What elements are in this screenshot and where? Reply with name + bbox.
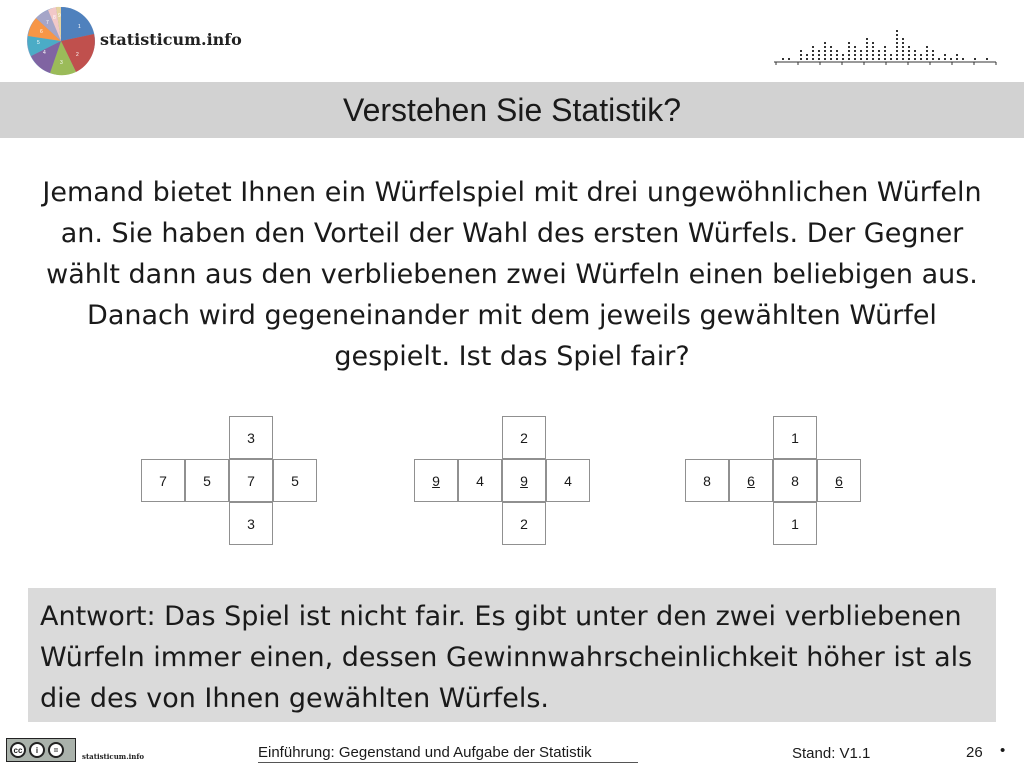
cc-license-badge	[6, 738, 145, 762]
footer-bullet: •	[1000, 742, 1006, 759]
answer-box	[28, 588, 996, 722]
svg-text:5: 5	[37, 40, 40, 46]
die-1-face-row-4: 5	[273, 459, 317, 502]
svg-text:4: 4	[43, 50, 46, 56]
statisticum-logo-pie-icon	[26, 6, 96, 76]
svg-text:2: 2	[76, 52, 79, 58]
die-2-face-top: 2	[502, 416, 546, 459]
cc-label: statisticum.info	[82, 752, 145, 761]
question-text: Jemand bietet Ihnen ein Würfelspiel mit drei ungewöhnlichen Würfeln an. Sie haben den Vorteil der Wahl des ersten Würfels. Der Gegner wählt dann aus den verbliebenen zwei Würfeln einen beliebigen aus. Danach wird gegeneinander mit dem jeweils gewählten Würfel gespielt. Ist das Spiel fair?	[42, 177, 982, 372]
die-3-face-row-1: 8	[685, 459, 729, 502]
die-1-face-row-3: 7	[229, 459, 273, 502]
svg-text:7: 7	[46, 20, 49, 26]
by-icon: i	[29, 742, 45, 758]
nd-icon: =	[48, 742, 64, 758]
answer-text: Antwort: Das Spiel ist nicht fair. Es gibt unter den zwei verbliebenen Würfeln immer einen, dessen Gewinnwahrscheinlichkeit höher ist als die des von Ihnen gewählten Würfels.	[40, 601, 973, 714]
svg-text:1: 1	[78, 24, 81, 30]
slide-title: Verstehen Sie Statistik?	[343, 91, 681, 128]
die-3-face-bottom: 1	[773, 502, 817, 545]
page-number: 26	[966, 744, 983, 761]
footer-divider	[258, 762, 638, 763]
die-3-face-row-2: 6	[729, 459, 773, 502]
dotplot-decoration-icon	[772, 10, 1000, 72]
cc-icon: cc	[10, 742, 26, 758]
title-bar	[0, 82, 1024, 138]
die-2-face-row-4: 4	[546, 459, 590, 502]
svg-text:6: 6	[40, 29, 43, 35]
svg-text:8: 8	[53, 15, 56, 21]
die-1-face-bottom: 3	[229, 502, 273, 545]
logo-text: statisticum.info	[100, 30, 242, 49]
footer-course-title: Einführung: Gegenstand und Aufgabe der Statistik	[258, 744, 592, 761]
svg-text:3: 3	[60, 60, 63, 66]
cc-badge-icon	[6, 738, 76, 762]
die-1-face-row-1: 7	[141, 459, 185, 502]
svg-text:9: 9	[58, 13, 61, 19]
die-1-face-row-2: 5	[185, 459, 229, 502]
die-3-face-top: 1	[773, 416, 817, 459]
die-2-face-bottom: 2	[502, 502, 546, 545]
footer-version: Stand: V1.1	[792, 745, 871, 762]
die-3-face-row-3: 8	[773, 459, 817, 502]
die-3-face-row-4: 6	[817, 459, 861, 502]
die-2-face-row-3: 9	[502, 459, 546, 502]
die-1-face-top: 3	[229, 416, 273, 459]
die-2-face-row-1: 9	[414, 459, 458, 502]
die-2-face-row-2: 4	[458, 459, 502, 502]
